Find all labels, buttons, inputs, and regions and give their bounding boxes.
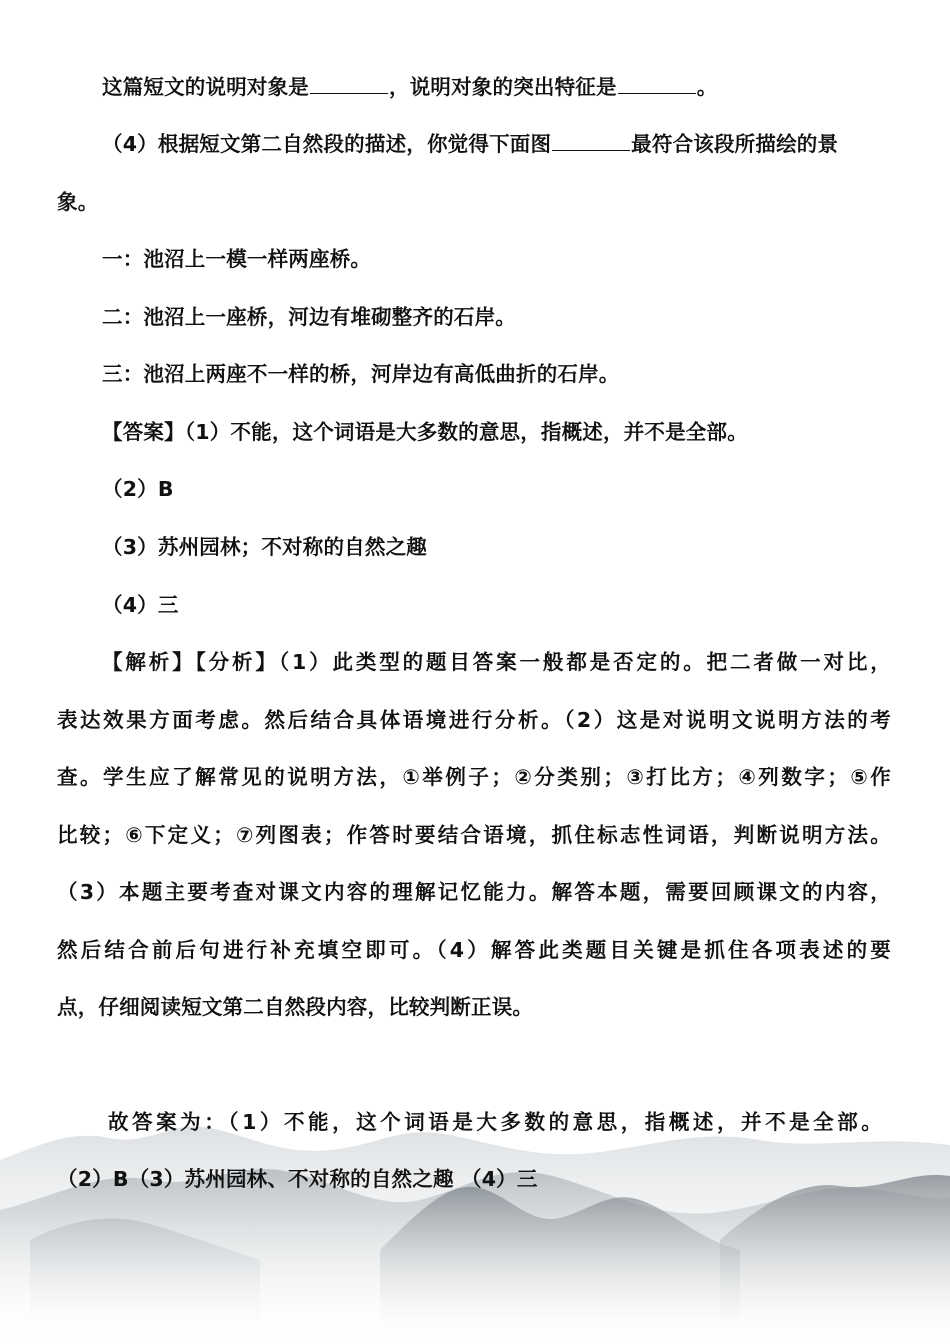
analysis-line-3: 查。学生应了解常见的说明方法，①举例子；②分类别；③打比方；④列数字；⑤作 <box>57 765 891 789</box>
line-1-part-b: ，说明对象的突出特征是 <box>389 75 617 99</box>
answer-3: （3）苏州园林；不对称的自然之趣 <box>102 535 427 559</box>
option-one: 一：池沼上一模一样两座桥。 <box>102 247 372 271</box>
analysis-line-4: 比较；⑥下定义；⑦列图表；作答时要结合语境，抓住标志性词语，判断说明方法。 <box>57 823 891 847</box>
analysis-line-2: 表达效果方面考虑。然后结合具体语境进行分析。（2）这是对说明文说明方法的考 <box>57 708 891 732</box>
line-3: 象。 <box>57 190 99 214</box>
final-answer-line-1: 故答案为：（1）不能，这个词语是大多数的意思，指概述，并不是全部。 <box>108 1110 882 1134</box>
answer-blank <box>310 75 388 94</box>
final-answer-line-2: （2）B（3）苏州园林、不对称的自然之趣 （4）三 <box>57 1167 538 1191</box>
answer-heading: 【答案】（1）不能，这个词语是大多数的意思，指概述，并不是全部。 <box>102 420 748 444</box>
analysis-line-1: 【解析】【分析】（1）此类型的题目答案一般都是否定的。把二者做一对比， <box>102 650 891 674</box>
line-2-part-a: （4）根据短文第二自然段的描述，你觉得下面图 <box>102 132 552 156</box>
line-2 <box>102 129 838 159</box>
analysis-line-5: （3）本题主要考查对课文内容的理解记忆能力。解答本题，需要回顾课文的内容， <box>57 880 891 904</box>
answer-2: （2）B <box>102 477 174 501</box>
analysis-line-6: 然后结合前后句进行补充填空即可。（4）解答此类题目关键是抓住各项表述的要 <box>57 938 891 962</box>
line-2-part-b: 最符合该段所描绘的景 <box>631 132 839 156</box>
analysis-line-7: 点，仔细阅读短文第二自然段内容，比较判断正误。 <box>57 995 534 1019</box>
line-1-part-a: 这篇短文的说明对象是 <box>102 75 309 99</box>
line-1 <box>102 72 717 102</box>
option-two: 二：池沼上一座桥，河边有堆砌整齐的石岸。 <box>102 305 516 329</box>
answer-blank <box>552 132 630 151</box>
option-three: 三：池沼上两座不一样的桥，河岸边有高低曲折的石岸。 <box>102 362 620 386</box>
line-1-part-c: 。 <box>696 75 718 99</box>
answer-blank <box>618 75 696 94</box>
answer-4: （4）三 <box>102 593 179 617</box>
